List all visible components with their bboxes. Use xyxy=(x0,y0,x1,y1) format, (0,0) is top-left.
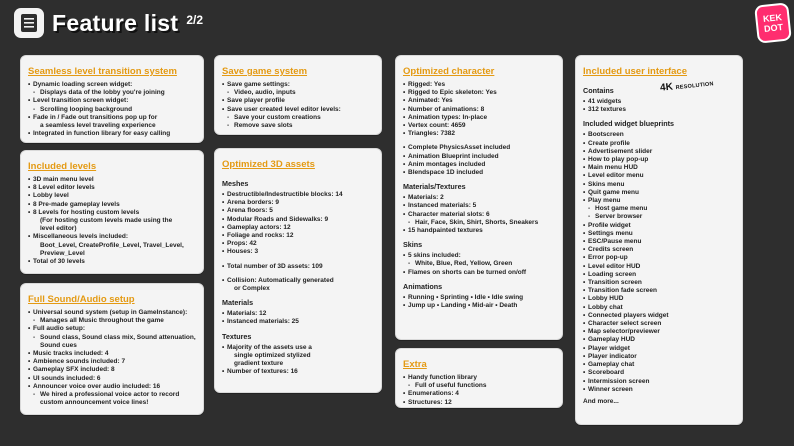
card-sound-audio xyxy=(20,283,204,415)
list-item: • Error pop-up xyxy=(583,254,735,262)
list-item: • 312 textures xyxy=(583,106,735,114)
list-item: gradient texture xyxy=(234,360,284,368)
card-title: Full Sound/Audio setup xyxy=(28,294,135,305)
list-item: • Gameplay HUD xyxy=(583,336,735,344)
list-item: • Destructible/Indestructible blocks: 14 xyxy=(222,191,374,199)
list-item: Boot_Level, CreateProfile_Level, Travel_Level, xyxy=(40,241,184,249)
feature-list xyxy=(403,81,555,177)
list-item: - Video, audio, inputs xyxy=(222,89,374,97)
list-item: • Gameplay actors: 12 xyxy=(222,224,374,232)
list-item: • Instanced materials: 25 xyxy=(222,318,374,326)
list-item: • Materials: 2 xyxy=(403,194,555,202)
list-item: • 8 Level editor levels xyxy=(28,184,196,192)
list-item: • Anim montages included xyxy=(403,161,555,169)
feature-list xyxy=(28,176,196,266)
list-item: or Complex xyxy=(234,285,270,293)
list-item: • Scoreboard xyxy=(583,369,735,377)
feature-list xyxy=(403,194,555,235)
list-item: • Save game settings: xyxy=(222,81,374,89)
list-item: • 8 Levels for hosting custom levels xyxy=(28,209,196,217)
list-item: • Collision: Automatically generated xyxy=(222,277,374,285)
feature-list xyxy=(403,374,555,407)
list-item: • Arena borders: 9 xyxy=(222,199,374,207)
page-indicator: 2/2 xyxy=(186,13,203,27)
card-title: Optimized character xyxy=(403,66,495,77)
list-item: • Total number of 3D assets: 109 xyxy=(222,263,374,271)
list-item: - Host game menu xyxy=(583,205,735,213)
list-item: • Materials: 12 xyxy=(222,310,374,318)
more-text: And more... xyxy=(583,397,619,405)
feature-list xyxy=(222,81,374,130)
list-item: • Number of animations: 8 xyxy=(403,106,555,114)
list-item: level editor) xyxy=(40,225,77,233)
list-item: • Triangles: 7382 xyxy=(403,130,555,138)
feature-list xyxy=(583,131,735,394)
card-extra xyxy=(395,348,563,408)
list-item: • Foliage and rocks: 12 xyxy=(222,232,374,240)
list-item: • Vertex count: 4659 xyxy=(403,122,555,130)
list-item: - Sound class, Sound class mix, Sound attenuation, xyxy=(28,334,196,342)
list-item: • Skins menu xyxy=(583,181,735,189)
list-item: • Rigged to Epic skeleton: Yes xyxy=(403,89,555,97)
page-title: Feature list xyxy=(52,9,179,36)
list-item: • Jump up • Landing • Mid-air • Death xyxy=(403,302,555,310)
resolution-badge: 4K RESOLUTION xyxy=(659,81,715,94)
list-item: • 8 Pre-made gameplay levels xyxy=(28,201,196,209)
list-item: • Advertisement slider xyxy=(583,148,735,156)
list-item: • Flames on shorts can be turned on/off xyxy=(403,269,555,277)
list-item: • ESC/Pause menu xyxy=(583,238,735,246)
list-item: • Gameplay SFX included: 8 xyxy=(28,366,196,374)
list-item: single optimized stylized xyxy=(234,351,311,359)
list-item: • Player widget xyxy=(583,345,735,353)
feature-list xyxy=(222,310,374,326)
card-optimized-character xyxy=(395,55,563,340)
card-title: Optimized 3D assets xyxy=(222,159,315,170)
list-item: • Full audio setup: xyxy=(28,325,196,333)
section-heading: Materials xyxy=(222,298,254,308)
list-item: • Gameplay chat xyxy=(583,361,735,369)
list-item: • Running • Sprinting • Idle • Idle swing xyxy=(403,294,555,302)
list-item: • Animation types: In-place xyxy=(403,114,555,122)
list-item: • Save player profile xyxy=(222,97,374,105)
list-item: - Displays data of the lobby you're joining xyxy=(28,89,196,97)
list-item: • Fade in / Fade out transitions pop up for xyxy=(28,114,196,122)
card-seamless-transition xyxy=(20,55,204,143)
brand-logo: KEK DOT xyxy=(754,2,792,43)
card-user-interface xyxy=(575,55,743,425)
list-item: • 3D main menu level xyxy=(28,176,196,184)
list-item: • Lobby HUD xyxy=(583,295,735,303)
feature-list xyxy=(222,344,374,377)
list-item: • Connected players widget xyxy=(583,312,735,320)
list-item: (For hosting custom levels made using the xyxy=(40,217,173,225)
list-item: • Complete PhysicsAsset included xyxy=(403,144,555,152)
list-item: • Majority of the assets use a xyxy=(222,344,374,352)
list-item: • Lobby chat xyxy=(583,304,735,312)
feature-list xyxy=(403,252,555,277)
list-item: • Music tracks included: 4 xyxy=(28,350,196,358)
list-item: • Map selector/previewer xyxy=(583,328,735,336)
list-item: • Houses: 3 xyxy=(222,248,374,256)
list-item: • How to play pop-up xyxy=(583,156,735,164)
list-item: Sound cues xyxy=(40,341,77,349)
list-item: • Arena floors: 5 xyxy=(222,207,374,215)
list-item: • Props: 42 xyxy=(222,240,374,248)
list-item: • Settings menu xyxy=(583,230,735,238)
list-item: - Hair, Face, Skin, Shirt, Shorts, Sneakers xyxy=(403,219,555,227)
feature-list xyxy=(403,294,555,310)
list-item: • Instanced materials: 5 xyxy=(403,202,555,210)
section-heading: Contains xyxy=(583,86,614,95)
page-header xyxy=(14,6,203,40)
list-item: • Ambience sounds included: 7 xyxy=(28,358,196,366)
list-item: • Number of textures: 16 xyxy=(222,368,374,376)
feature-list xyxy=(28,81,196,138)
list-item: - Manages all Music throughout the game xyxy=(28,317,196,325)
list-item: - White, Blue, Red, Yellow, Green xyxy=(403,260,555,268)
list-item: • Play menu xyxy=(583,197,735,205)
card-save-game xyxy=(214,55,382,135)
list-item: • Create profile xyxy=(583,140,735,148)
list-item: • Player indicator xyxy=(583,353,735,361)
list-item: a seamless level traveling experience xyxy=(40,122,156,130)
list-item: • Profile widget xyxy=(583,222,735,230)
list-item: • Structures: 12 xyxy=(403,399,555,407)
section-heading: Meshes xyxy=(222,179,249,188)
list-item: • Universal sound system (setup in GameInstance): xyxy=(28,309,196,317)
card-title: Included levels xyxy=(28,161,97,172)
section-heading: Included widget blueprints xyxy=(583,119,675,129)
list-item: - Save your custom creations xyxy=(222,114,374,122)
list-item: • Lobby level xyxy=(28,192,196,200)
list-item: • Miscellaneous levels included: xyxy=(28,233,196,241)
list-item: • Level transition screen widget: xyxy=(28,97,196,105)
list-item: - Remove save slots xyxy=(222,122,374,130)
list-item: • Winner screen xyxy=(583,386,735,394)
list-item: - We hired a professional voice actor to record xyxy=(28,391,196,399)
list-item: • Announcer voice over audio included: 16 xyxy=(28,383,196,391)
list-item: • Intermission screen xyxy=(583,378,735,386)
list-item: • UI sounds included: 6 xyxy=(28,375,196,383)
list-item: • Transition screen xyxy=(583,279,735,287)
list-item: - Full of useful functions xyxy=(403,382,555,390)
list-item: • Credits screen xyxy=(583,246,735,254)
list-item: • Character select screen xyxy=(583,320,735,328)
list-item: • Handy function library xyxy=(403,374,555,382)
list-item: • 5 skins included: xyxy=(403,252,555,260)
list-item: • Dynamic loading screen widget: xyxy=(28,81,196,89)
list-item: Preview_Level xyxy=(40,249,85,257)
section-heading: Animations xyxy=(403,281,443,291)
list-item: • Quit game menu xyxy=(583,189,735,197)
list-item: • Character material slots: 6 xyxy=(403,211,555,219)
section-heading: Materials/Textures xyxy=(403,182,466,192)
section-heading: Skins xyxy=(403,240,423,250)
card-title: Extra xyxy=(403,359,427,370)
feature-list xyxy=(222,191,374,293)
card-included-levels xyxy=(20,150,204,274)
list-item: • Transition fade screen xyxy=(583,287,735,295)
card-title: Save game system xyxy=(222,66,308,77)
list-item: • Modular Roads and Sidewalks: 9 xyxy=(222,216,374,224)
list-item: • 41 widgets xyxy=(583,98,735,106)
section-heading: Textures xyxy=(222,331,252,341)
list-item: • Integrated in function library for easy calling xyxy=(28,130,196,138)
list-item: • Animated: Yes xyxy=(403,97,555,105)
list-item: • Save user created level editor levels: xyxy=(222,106,374,114)
list-item: • Animation Blueprint included xyxy=(403,153,555,161)
list-icon xyxy=(14,8,44,38)
list-item: • Blendspace 1D included xyxy=(403,169,555,177)
list-item: • Enumerations: 4 xyxy=(403,390,555,398)
list-item: • Loading screen xyxy=(583,271,735,279)
list-item: • Level editor menu xyxy=(583,172,735,180)
list-item: • Total of 30 levels xyxy=(28,258,196,266)
card-optimized-3d-assets xyxy=(214,148,382,393)
list-item: • Bootscreen xyxy=(583,131,735,139)
list-item: custom announcement voice lines! xyxy=(40,399,149,407)
feature-list xyxy=(28,309,196,407)
card-title: Included user interface xyxy=(583,66,688,77)
list-item: • Level editor HUD xyxy=(583,263,735,271)
list-item: - Server browser xyxy=(583,213,735,221)
list-item: • Main menu HUD xyxy=(583,164,735,172)
feature-list xyxy=(583,98,735,114)
list-item: - Scrolling looping background xyxy=(28,106,196,114)
list-item: • 15 handpainted textures xyxy=(403,227,555,235)
card-title: Seamless level transition system xyxy=(28,66,177,77)
list-item: • Rigged: Yes xyxy=(403,81,555,89)
